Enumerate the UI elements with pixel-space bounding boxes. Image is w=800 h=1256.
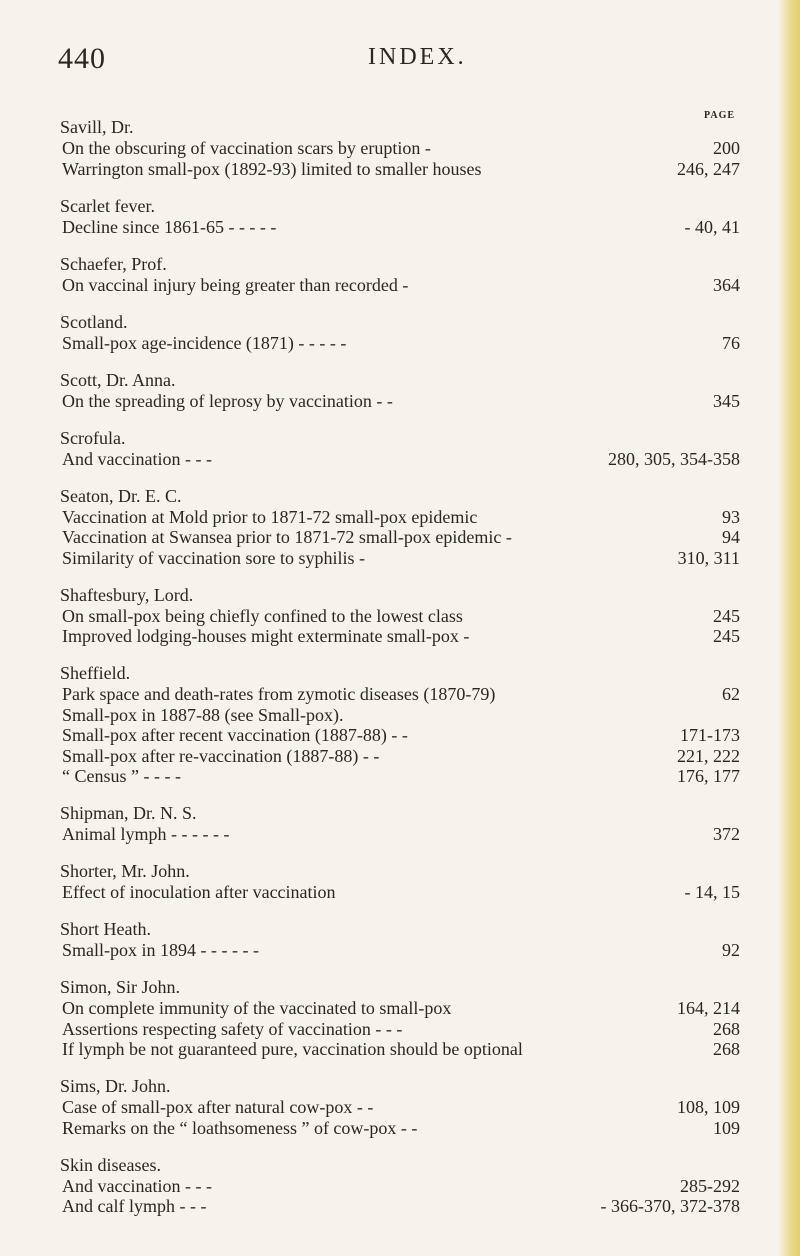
entry-line-pages: 221, 222 bbox=[677, 745, 740, 766]
entry-line-text: Assertions respecting safety of vaccination - - - bbox=[62, 1018, 403, 1039]
entry-line-pages: - 14, 15 bbox=[684, 882, 740, 902]
entry-line bbox=[62, 626, 740, 647]
entry-line-text: Small-pox after recent vaccination (1887-88) - - bbox=[62, 725, 408, 745]
index-entry bbox=[60, 196, 740, 238]
entry-line-text: Small-pox in 1894 - - - - - - bbox=[62, 940, 259, 960]
entry-line bbox=[62, 159, 740, 180]
entry-line-pages: - 366-370, 372-378 bbox=[600, 1196, 740, 1216]
entry-line-pages: 245 bbox=[713, 626, 740, 646]
entry-heading: Shaftesbury, Lord. bbox=[60, 584, 194, 605]
entry-line-pages: 280, 305, 354-358 bbox=[608, 448, 740, 469]
index-entry bbox=[60, 254, 740, 296]
entry-line-text: “ Census ” - - - - bbox=[62, 766, 181, 786]
entry-line bbox=[62, 882, 740, 903]
entry-line-text: And calf lymph - - - bbox=[62, 1196, 207, 1216]
entry-heading: Short Heath. bbox=[60, 919, 151, 939]
page-column-label: PAGE bbox=[704, 110, 736, 121]
entry-line-pages: 246, 247 bbox=[677, 158, 740, 179]
entry-line-pages: 310, 311 bbox=[677, 547, 740, 568]
entry-line-text: Effect of inoculation after vaccination bbox=[62, 882, 336, 902]
entry-line bbox=[62, 1097, 740, 1118]
entry-line-pages: 200 bbox=[713, 138, 740, 158]
entry-line-text: On small-pox being chiefly confined to the lowest class bbox=[62, 605, 463, 626]
entry-line-text: On the obscuring of vaccination scars by eruption - bbox=[62, 138, 431, 158]
entry-heading: Savill, Dr. bbox=[60, 117, 134, 137]
index-entry bbox=[60, 117, 740, 179]
page-number: 440 bbox=[58, 42, 106, 75]
index-entry bbox=[60, 861, 740, 903]
entry-line-text: On the spreading of leprosy by vaccination - - bbox=[62, 390, 393, 411]
entry-line-pages: 364 bbox=[713, 274, 740, 295]
entry-line-pages: 176, 177 bbox=[677, 766, 740, 786]
entry-line-text: Case of small-pox after natural cow-pox - - bbox=[62, 1097, 374, 1117]
entry-heading: Scrofula. bbox=[60, 427, 126, 448]
entry-heading: Sheffield. bbox=[60, 663, 131, 683]
entry-line-text: Improved lodging-houses might exterminate small-pox - bbox=[62, 626, 470, 646]
entry-line-text: And vaccination - - - bbox=[62, 1175, 212, 1196]
entry-line-text: Small-pox after re-vaccination (1887-88) - - bbox=[62, 745, 380, 766]
entry-line bbox=[62, 138, 740, 159]
entry-line-pages: 109 bbox=[713, 1117, 740, 1138]
entry-line-text: Remarks on the “ loathsomeness ” of cow-pox - - bbox=[62, 1117, 418, 1138]
entry-line-pages: 94 bbox=[722, 527, 740, 547]
entry-heading: Seaton, Dr. E. C. bbox=[60, 485, 182, 506]
entry-heading: Scott, Dr. Anna. bbox=[60, 369, 176, 390]
entry-line-pages: 62 bbox=[722, 684, 740, 704]
entry-line-text: On vaccinal injury being greater than recorded - bbox=[62, 274, 409, 295]
entry-line bbox=[62, 333, 740, 354]
index-entry bbox=[60, 977, 740, 1060]
entry-line-pages: 345 bbox=[713, 390, 740, 411]
entry-heading: Skin diseases. bbox=[60, 1154, 161, 1175]
page-edge bbox=[778, 0, 800, 1256]
entry-line-pages: 268 bbox=[713, 1018, 740, 1039]
entry-line-text: Animal lymph - - - - - - bbox=[62, 824, 230, 844]
index-entry bbox=[60, 585, 740, 647]
entry-line-text: Vaccination at Swansea prior to 1871-72 small-pox epidemic - bbox=[62, 527, 512, 547]
entry-line-text: If lymph be not guaranteed pure, vaccination should be optional bbox=[62, 1039, 523, 1059]
entry-line-pages: 171-173 bbox=[680, 725, 740, 745]
entry-heading: Shorter, Mr. John. bbox=[60, 861, 190, 881]
index-entry bbox=[60, 1076, 740, 1138]
entry-heading: Simon, Sir John. bbox=[60, 977, 181, 997]
entry-line-pages: 164, 214 bbox=[677, 998, 740, 1018]
index-entry bbox=[60, 312, 740, 354]
entry-heading: Sims, Dr. John. bbox=[60, 1076, 171, 1096]
entry-line bbox=[62, 1176, 740, 1197]
entry-line bbox=[62, 1039, 740, 1060]
page-header bbox=[58, 42, 738, 82]
entry-line-text: Vaccination at Mold prior to 1871-72 small-pox epidemic bbox=[62, 506, 478, 527]
entry-line bbox=[62, 606, 740, 627]
entry-line bbox=[62, 527, 740, 548]
entry-line bbox=[62, 1118, 740, 1139]
entry-line-text: On complete immunity of the vaccinated to small-pox bbox=[62, 998, 452, 1018]
entry-line bbox=[62, 705, 740, 726]
entry-line bbox=[62, 746, 740, 767]
entry-heading: Shipman, Dr. N. S. bbox=[60, 803, 197, 823]
running-title: INDEX. bbox=[368, 44, 467, 70]
entry-line-pages: 93 bbox=[722, 506, 740, 527]
index-entry bbox=[60, 803, 740, 845]
entry-line-text: Small-pox age-incidence (1871) - - - - - bbox=[62, 332, 347, 353]
entry-line bbox=[62, 940, 740, 961]
entry-line-pages: 76 bbox=[722, 332, 740, 353]
entry-line bbox=[62, 449, 740, 470]
index-entry bbox=[60, 663, 740, 787]
entry-line-pages: 92 bbox=[722, 940, 740, 960]
entry-line bbox=[62, 507, 740, 528]
index-entry bbox=[60, 1155, 740, 1217]
entry-line-pages: 245 bbox=[713, 605, 740, 626]
entry-line bbox=[62, 548, 740, 569]
entry-line bbox=[62, 684, 740, 705]
entry-line-text: And vaccination - - - bbox=[62, 448, 212, 469]
index-entry bbox=[60, 486, 740, 569]
entry-heading: Scotland. bbox=[60, 311, 128, 332]
entry-line-text: Small-pox in 1887-88 (see Small-pox). bbox=[62, 704, 344, 725]
entry-line bbox=[62, 217, 740, 238]
entry-line bbox=[62, 766, 740, 787]
entry-line bbox=[62, 824, 740, 845]
entry-line-pages: 108, 109 bbox=[677, 1097, 740, 1117]
entry-line-text: Decline since 1861-65 - - - - - bbox=[62, 216, 277, 237]
entry-heading: Schaefer, Prof. bbox=[60, 253, 167, 274]
entry-line-text: Park space and death-rates from zymotic diseases (1870-79) bbox=[62, 684, 496, 704]
entry-line-pages: - 40, 41 bbox=[684, 216, 740, 237]
entry-line bbox=[62, 725, 740, 746]
index-entry bbox=[60, 919, 740, 961]
entry-line bbox=[62, 391, 740, 412]
entry-line-text: Similarity of vaccination sore to syphilis - bbox=[62, 547, 365, 568]
entry-line bbox=[62, 998, 740, 1019]
entry-line-pages: 285-292 bbox=[680, 1175, 740, 1196]
entry-line-pages: 268 bbox=[713, 1039, 740, 1059]
entry-line bbox=[62, 275, 740, 296]
index-entries bbox=[60, 117, 740, 1233]
index-entry bbox=[60, 370, 740, 412]
entry-line-pages: 372 bbox=[713, 824, 740, 844]
entry-line bbox=[62, 1019, 740, 1040]
entry-heading: Scarlet fever. bbox=[60, 195, 155, 216]
entry-line-text: Warrington small-pox (1892-93) limited to smaller houses bbox=[62, 158, 482, 179]
index-entry bbox=[60, 428, 740, 470]
entry-line bbox=[62, 1196, 740, 1217]
